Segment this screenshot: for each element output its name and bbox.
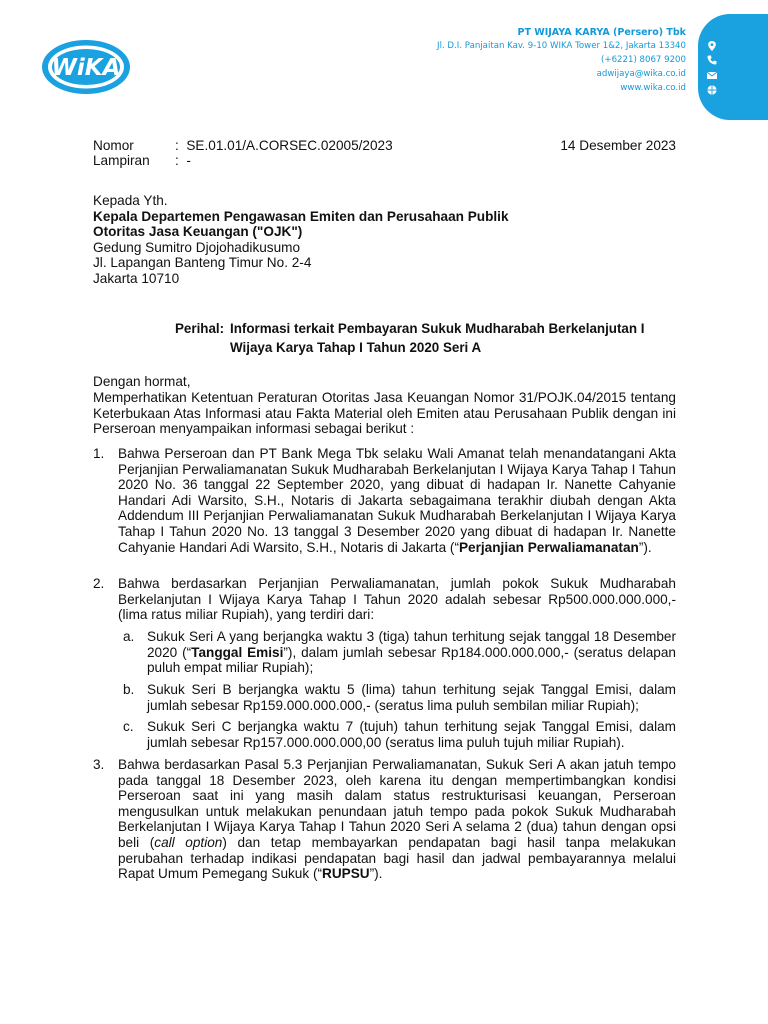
recipient-title: Kepala Departemen Pengawasan Emiten dan Perusahaan Publik [93,208,509,224]
phone-icon [706,54,718,66]
nomor-value: SE.01.01/A.CORSEC.02005/2023 [186,138,393,153]
location-pin-icon [706,40,718,52]
list-item-3 [93,757,676,882]
item-2-text: Bahwa berdasarkan Perjanjian Perwaliamanatan, jumlah pokok Sukuk Mudharabah Berkelanjutan I Wijaya Karya Tahap I Tahun 2020 adalah sebesar Rp500.000.000.000,- (lima ratus miliar Rupiah), yang terdiri dari: [118,576,676,623]
company-name: PT WIJAYA KARYA (Persero) Tbk [517,27,686,38]
sub-item-a [123,629,676,676]
sub-a-text: Sukuk Seri A yang berjangka waktu 3 (tiga) tahun terhitung sejak tanggal 18 Desember 2020 (“ [147,629,676,660]
intro-paragraph: Memperhatikan Ketentuan Peraturan Otoritas Jasa Keuangan Nomor 31/POJK.04/2015 tentang Keterbukaan Atas Informasi atau Fakta Material oleh Emiten atau Perusahaan Publik dengan ini Perseroan menyampaikan informasi sebagai berikut : [93,390,676,437]
recipient-street: Jl. Lapangan Banteng Timur No. 2-4 [93,255,312,271]
list-item-2 [93,576,676,623]
company-info [366,26,686,95]
company-logo [40,38,132,96]
company-address: Jl. D.I. Panjaitan Kav. 9-10 WIKA Tower 1&2, Jakarta 13340 [437,41,686,51]
item-2-number: 2. [93,576,105,591]
company-website: www.wika.co.id [620,83,686,93]
lampiran-row [93,153,191,169]
item-3-text: Bahwa berdasarkan Pasal 5.3 Perjanjian Perwaliamanatan, Sukuk Seri A akan jatuh tempo pada tanggal 18 Desember 2023, oleh karena itu dengan mempertimbangkan kondisi Perseroan saat ini yang masih dalam status restrukturisasi keuangan, Perseroan mengusulkan untuk melakukan penundaan jatuh tempo pada pokok Sukuk Mudharabah Berkelanjutan I Wijaya Karya Tahap I Tahun 2020 Seri A selama 2 (dua) tahun dengan opsi beli ( [118,757,676,850]
nomor-label: Nomor [93,138,134,153]
subject-line-2: Wijaya Karya Tahap I Tahun 2020 Seri A [230,340,482,355]
sub-item-b [123,682,676,713]
recipient-block [93,193,676,287]
item-3-number: 3. [93,757,105,772]
lampiran-value: - [186,153,191,168]
sub-b-text: Sukuk Seri B berjangka waktu 5 (lima) tahun terhitung sejak Tanggal Emisi, dalam jumlah sebesar Rp159.000.000.000,- (seratus lima puluh sembilan miliar Rupiah); [147,682,676,713]
wika-logo-icon [40,38,132,96]
sub-a-letter: a. [123,629,135,644]
item-1-text: Bahwa Perseroan dan PT Bank Mega Tbk selaku Wali Amanat telah menandatangani Akta Perjanjian Perwaliamanatan Sukuk Mudharabah Berkelanjutan I Wijaya Karya Tahap I Tahun 2020 No. 36 tanggal 22 September 2020, yang dibuat di hadapan Ir. Nanette Cahyanie Handari Adi Warsito, S.H., Notaris di Jakarta sebagaimana terakhir diubah dengan Akta Addendum III Perjanjian Perwaliamanatan Sukuk Mudharabah Berkelanjutan I Wijaya Karya Tahap I Tahun 2020 No. 13 tanggal 3 Desember 2020 yang dibuat di hadapan Ir. Nanette Cahyanie Handari Adi Warsito, S.H., Notaris di Jakarta (“ [118,446,676,555]
company-email: adwijaya@wika.co.id [596,69,686,79]
sub-c-text: Sukuk Seri C berjangka waktu 7 (tujuh) tahun terhitung sejak Tanggal Emisi, dalam jumlah sebesar Rp157.000.000.000,00 (seratus lima puluh tujuh miliar Rupiah). [147,719,676,750]
sub-a-bold: Tanggal Emisi [191,644,284,660]
subject-label: Perihal: [175,321,225,336]
sub-b-letter: b. [123,682,135,697]
company-phone: (+6221) 8067 9200 [601,55,686,65]
salutation: Dengan hormat, [93,374,191,389]
item-1-number: 1. [93,446,105,461]
recipient-greeting: Kepada Yth. [93,193,168,208]
svg-text:WiKA: WiKA [51,55,121,81]
nomor-row [93,138,393,154]
item-3-italic: call option [154,834,223,850]
subject-line-1: Informasi terkait Pembayaran Sukuk Mudharabah Berkelanjutan I [230,321,645,336]
lampiran-separator: : [175,153,179,168]
list-item-1 [93,446,676,555]
item-3-end: ”). [369,866,383,882]
recipient-institution: Otoritas Jasa Keuangan ("OJK") [93,224,303,240]
item-3-mid: ) dan tetap membayarkan pendapatan bagi hasil tanpa melakukan perubahan terhadap indikasi pendapatan bagi hasil dan jadwal pembayarannya melalui Rapat Umum Pemegang Sukuk (“ [118,834,676,882]
subject-block [175,319,676,357]
globe-icon [706,84,718,96]
recipient-building: Gedung Sumitro Djojohadikusumo [93,239,301,255]
item-1-bold: Perjanjian Perwaliamanatan [458,539,639,555]
recipient-city: Jakarta 10710 [93,270,180,286]
email-icon [706,69,718,81]
sub-a-end: ”), dalam jumlah sebesar Rp184.000.000.000,- (seratus delapan puluh empat miliar Rupiah); [147,644,676,676]
contact-tab [698,14,768,120]
item-1-end: ”). [638,539,652,555]
sub-c-letter: c. [123,719,134,734]
lampiran-label: Lampiran [93,153,150,168]
nomor-separator: : [175,138,179,153]
letter-date: 14 Desember 2023 [560,138,676,153]
item-3-bold: RUPSU [322,866,370,882]
sub-item-c [123,719,676,750]
